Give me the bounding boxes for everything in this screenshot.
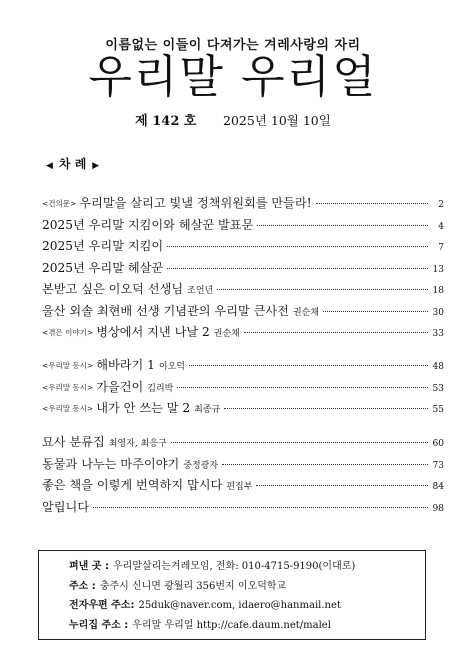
toc-entry-page: 30 — [432, 307, 444, 318]
toc-entry-title: 동물과 나누는 마주이야기 — [42, 456, 180, 471]
toc-entry-page: 60 — [432, 439, 444, 449]
issue-date: 2025년 10월 10일 — [223, 113, 331, 128]
dot-leader — [167, 246, 428, 247]
toc-entry-page: 2 — [438, 200, 444, 210]
toc-entry[interactable] — [42, 433, 444, 451]
dot-leader — [224, 408, 428, 409]
triangle-left-icon: ◀ — [46, 161, 53, 171]
dot-leader — [222, 464, 428, 465]
footer-row — [69, 577, 425, 597]
dot-leader — [316, 203, 428, 204]
toc-entry-author: 권순채 — [213, 329, 240, 339]
toc-entry-author: 최영자, 최응구 — [108, 439, 167, 449]
footer-value: 우리말살리는겨레모임, 전화: 010-4715-9190(이대로) — [112, 561, 356, 572]
toc-entry-page: 55 — [432, 405, 444, 415]
footer-row — [69, 557, 425, 577]
footer-value: 25duk@naver.com, idaero@hanmail.net — [138, 600, 341, 611]
toc-entry-title: 좋은 책을 이렇게 번역하지 맙시다 — [42, 478, 223, 492]
footer-label: 펴낸 곳 : — [69, 561, 109, 572]
toc-entry[interactable] — [42, 194, 444, 212]
dot-leader — [244, 332, 428, 333]
toc-entry[interactable] — [42, 498, 444, 516]
toc-entry-title: 알립니다 — [42, 499, 90, 514]
toc-entry-author: 편집부 — [226, 482, 253, 492]
toc-entry-page: 53 — [432, 383, 444, 394]
dot-leader — [167, 268, 428, 269]
toc-entry-tag: <우리말 동시> — [42, 361, 94, 370]
toc-entry-tag: <건의문> — [42, 199, 77, 208]
dot-leader — [323, 311, 428, 312]
toc-entry[interactable] — [42, 399, 444, 417]
toc-entry-page: 18 — [432, 286, 444, 296]
toc-entry-title: 2025년 우리말 지킴이와 헤살꾼 발표문 — [42, 217, 254, 232]
toc-entry-page: 48 — [432, 362, 444, 372]
toc-entry-page: 73 — [432, 460, 444, 471]
toc-entry[interactable] — [42, 237, 444, 255]
issue-number: 제 142 호 — [135, 114, 197, 129]
footer-label: 주소 : — [69, 580, 96, 592]
toc-entry[interactable] — [42, 302, 444, 320]
toc-entry-tag: <겪은 이야기> — [42, 328, 94, 337]
toc-entry[interactable] — [42, 378, 444, 396]
toc-entry-author: 김리박 — [147, 383, 174, 394]
toc-entry[interactable] — [42, 280, 444, 298]
toc-entry-author: 권순채 — [292, 307, 320, 318]
toc-entry-author: 최종규 — [194, 405, 221, 415]
toc-entry-page: 84 — [432, 482, 444, 492]
toc-entry-title: 내가 안 쓰는 말 2 — [96, 401, 191, 415]
toc-entry-page: 13 — [432, 264, 444, 275]
toc-entry[interactable] — [42, 455, 444, 473]
footer-value: 우리말 우리얼 http://cafe.daum.net/malel — [132, 619, 331, 631]
toc-entry-title: 울산 외솔 최현배 선생 기념관의 우리말 큰사전 — [42, 303, 289, 318]
toc-entry-author: 중정광자 — [183, 460, 219, 471]
dot-leader — [217, 289, 428, 290]
toc-entry-title: 병상에서 지낸 나날 2 — [96, 325, 210, 339]
footer-value: 충주시 신니면 광월리 356번지 이오덕학교 — [99, 580, 287, 592]
toc-entry-author: 조언년 — [187, 286, 214, 296]
dot-leader — [177, 387, 428, 388]
tagline: 이름없는 이들이 다져가는 겨레사랑의 자리 — [105, 38, 361, 53]
triangle-right-icon: ▶ — [92, 161, 100, 171]
footer-label: 전자우편 주소: — [69, 600, 135, 611]
toc-entry-title: 본받고 싶은 이오덕 선생님 — [42, 282, 184, 296]
toc-entry-title: 묘사 분류집 — [42, 435, 105, 449]
toc-heading — [46, 155, 99, 172]
toc-entry-page: 98 — [432, 503, 444, 514]
dot-leader — [257, 225, 428, 226]
dot-leader — [189, 365, 428, 366]
toc-entry-tag: <우리말 동시> — [42, 382, 94, 392]
toc-entry-title: 우리말을 살리고 빛낼 정책위원회를 만들라! — [79, 196, 312, 210]
toc-entry-title: 해바라기 1 — [96, 358, 155, 372]
footer-row — [69, 596, 425, 616]
dot-leader — [171, 442, 428, 443]
toc-title: 차 례 — [58, 157, 87, 171]
publisher-info-box — [38, 550, 426, 640]
toc-entry-page: 7 — [438, 243, 444, 253]
toc-entry-tag: <우리말 동시> — [42, 404, 94, 413]
issue-info — [0, 110, 466, 129]
masthead-title: 우리말 우리얼 — [88, 50, 378, 103]
toc-entry[interactable] — [42, 476, 444, 494]
toc-entry-author: 이오덕 — [158, 362, 186, 372]
footer-label: 누리집 주소 : — [69, 619, 129, 631]
toc-entry[interactable] — [42, 216, 444, 234]
toc-entry[interactable] — [42, 259, 444, 277]
footer-row — [69, 616, 425, 636]
toc-entry[interactable] — [42, 323, 444, 341]
toc-entry-title: 2025년 우리말 지킴이 — [42, 239, 164, 253]
toc-entry-page: 4 — [438, 221, 444, 232]
toc-entry-page: 33 — [432, 329, 444, 339]
toc-entry[interactable] — [42, 356, 444, 374]
dot-leader — [93, 507, 428, 508]
toc-entry-title: 가을건이 — [96, 379, 144, 394]
dot-leader — [256, 485, 428, 486]
toc-entry-title: 2025년 우리말 헤살꾼 — [42, 260, 164, 275]
